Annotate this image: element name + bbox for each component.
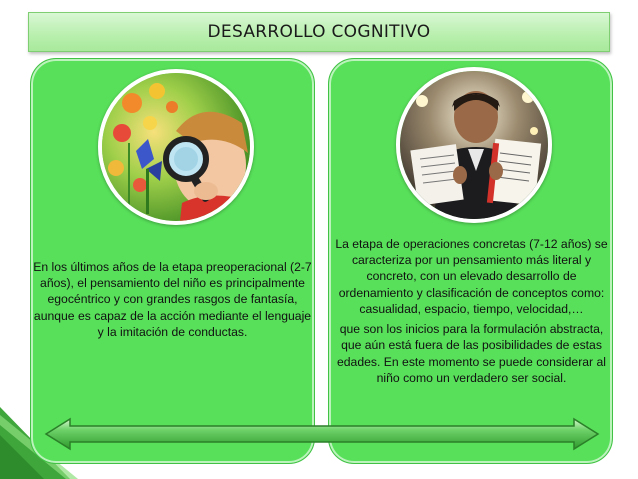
concrete-operations-paragraph: La etapa de operaciones concretas (7-12 años) se caracteriza por un pensamiento más literal y concreto, con un elevado desarrollo de ordenamiento y clasificación de conceptos como: casualidad, espacio, tiempo, velocidad,… (335, 237, 608, 316)
right-panel-text (333, 236, 610, 386)
right-panel (328, 58, 613, 464)
left-panel (30, 58, 315, 464)
preoperational-stage-paragraph: En los últimos años de la etapa preoperacional (2-7 años), el pensamiento del niño es principalmente egocéntrico y con grandes rasgos de fantasía, aunque es capaz de la acción mediante el lenguaje y la imitación de conductas. (33, 260, 312, 339)
title-bar (28, 12, 610, 52)
double-headed-arrow-icon (44, 417, 600, 451)
boy-holding-papers-photo (396, 67, 552, 223)
slide-title: DESARROLLO COGNITIVO (207, 22, 431, 42)
child-with-magnifying-glass-photo (98, 69, 254, 225)
left-panel-text (33, 259, 312, 340)
abstract-formulation-paragraph: que son los inicios para la formulación abstracta, que aún está fuera de las posibilidades de estas edades. En este momento se puede considerar al niño como un verdadero ser social. (337, 322, 606, 385)
